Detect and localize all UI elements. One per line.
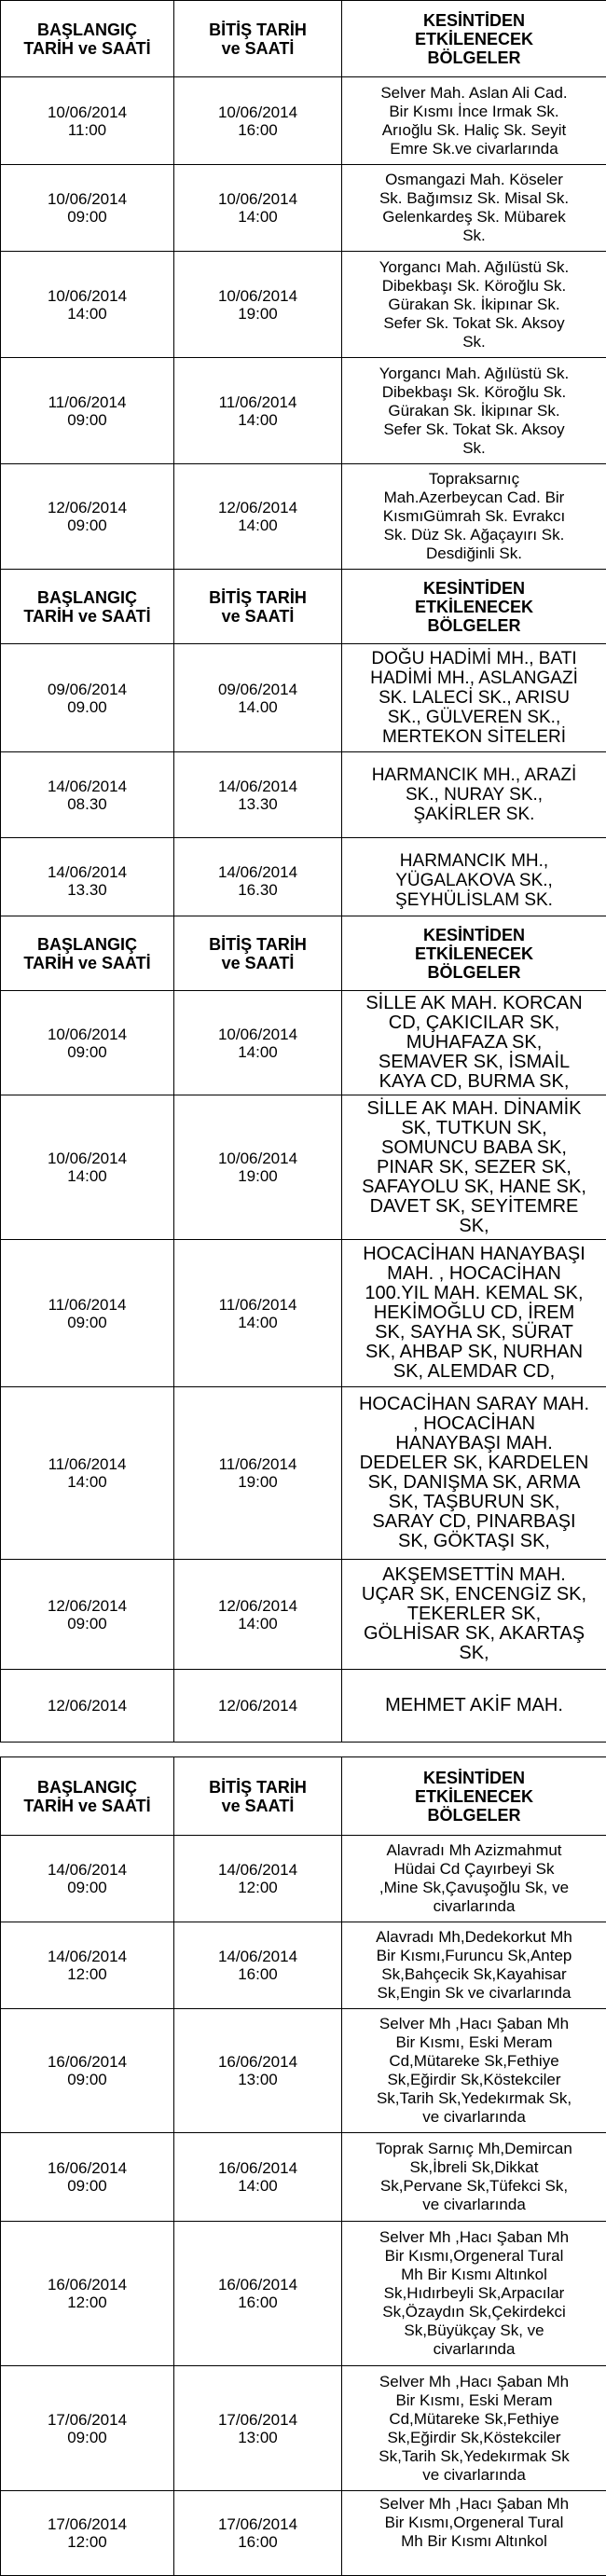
- end-cell: 11/06/2014 19:00: [174, 1387, 342, 1560]
- start-cell: 16/06/2014 12:00: [1, 2222, 174, 2366]
- header-start: BAŞLANGIÇ TARİH ve SAATİ: [1, 570, 174, 644]
- area-cell: Yorgancı Mah. Ağılüstü Sk. Dibekbaşı Sk. Köroğlu Sk. Gürakan Sk. İkipınar Sk. Sefer Sk. Tokat Sk. Aksoy Sk.: [342, 252, 606, 358]
- table-row: [1, 464, 606, 570]
- area-cell: DOĞU HADİMİ MH., BATI HADİMİ MH., ASLANGAZİ SK. LALECİ SK., ARISU SK., GÜLVEREN SK., MERTEKON SİTELERİ: [342, 644, 606, 752]
- end-cell: 16/06/2014 14:00: [174, 2133, 342, 2222]
- table-row: [1, 991, 606, 1095]
- area-cell: HOCACİHAN HANAYBAŞI MAH. , HOCACİHAN 100.YIL MAH. KEMAL SK, HEKİMOĞLU CD, İREM SK, SAYHA SK, SÜRAT SK, AHBAP SK, NURHAN SK, ALEMDAR CD,: [342, 1240, 606, 1387]
- table-header-row: [1, 1, 606, 77]
- header-end: BİTİŞ TARİH ve SAATİ: [174, 570, 342, 644]
- area-cell: HARMANCIK MH., YÜGALAKOVA SK., ŞEYHÜLİSLAM SK.: [342, 838, 606, 924]
- start-cell: 16/06/2014 09:00: [1, 2009, 174, 2133]
- table-row: [1, 752, 606, 838]
- table-row: [1, 838, 606, 924]
- area-cell: HARMANCIK MH., ARAZİ SK., NURAY SK., ŞAKİRLER SK.: [342, 752, 606, 838]
- header-area: KESİNTİDEN ETKİLENECEK BÖLGELER: [342, 916, 606, 991]
- area-cell: Topraksarnıç Mah.Azerbeycan Cad. Bir KısmıGümrah Sk. Evrakcı Sk. Düz Sk. Ağaçayırı Sk. Desdiğinli Sk.: [342, 464, 606, 570]
- start-cell: 10/06/2014 09:00: [1, 165, 174, 252]
- end-cell: 16/06/2014 16:00: [174, 2222, 342, 2366]
- end-cell: 12/06/2014 14:00: [174, 1560, 342, 1670]
- start-cell: 12/06/2014 09:00: [1, 1560, 174, 1670]
- header-end: BİTİŞ TARİH ve SAATİ: [174, 916, 342, 991]
- outage-table-4: [0, 1756, 606, 2576]
- start-cell: 11/06/2014 09:00: [1, 358, 174, 464]
- area-cell: Osmangazi Mah. Köseler Sk. Bağımsız Sk. Misal Sk. Gelenkardeş Sk. Mübarek Sk.: [342, 165, 606, 252]
- table-row: [1, 358, 606, 464]
- end-cell: 12/06/2014 14:00: [174, 464, 342, 570]
- table-row: [1, 1670, 606, 1743]
- start-cell: 12/06/2014 09:00: [1, 464, 174, 570]
- table-row: [1, 77, 606, 165]
- outage-table-2: [0, 569, 606, 924]
- table-row: [1, 1922, 606, 2009]
- start-cell: 10/06/2014 09:00: [1, 991, 174, 1095]
- header-start: BAŞLANGIÇ TARİH ve SAATİ: [1, 1757, 174, 1836]
- table-row: [1, 644, 606, 752]
- header-end: BİTİŞ TARİH ve SAATİ: [174, 1757, 342, 1836]
- area-cell: Alavradı Mh Azizmahmut Hüdai Cd Çayırbeyi Sk ,Mine Sk,Çavuşoğlu Sk, ve civarlarında: [342, 1836, 606, 1922]
- end-cell: 10/06/2014 14:00: [174, 991, 342, 1095]
- area-cell: Alavradı Mh,Dedekorkut Mh Bir Kısmı,Furuncu Sk,Antep Sk,Bahçecik Sk,Kayahisar Sk,Engin Sk ve civarlarında: [342, 1922, 606, 2009]
- area-cell: Yorgancı Mah. Ağılüstü Sk. Dibekbaşı Sk. Köroğlu Sk. Gürakan Sk. İkipınar Sk. Sefer Sk. Tokat Sk. Aksoy Sk.: [342, 358, 606, 464]
- end-cell: 14/06/2014 16.30: [174, 838, 342, 924]
- area-cell: Selver Mh ,Hacı Şaban Mh Bir Kısmı, Eski Meram Cd,Mütareke Sk,Fethiye Sk,Eğirdir Sk,Köstekciler Sk,Tarih Sk,Yedekırmak Sk, ve civarlarında: [342, 2009, 606, 2133]
- end-cell: 10/06/2014 16:00: [174, 77, 342, 165]
- start-cell: 14/06/2014 13.30: [1, 838, 174, 924]
- table-row: [1, 2009, 606, 2133]
- area-cell: SİLLE AK MAH. KORCAN CD, ÇAKICILAR SK, MUHAFAZA SK, SEMAVER SK, İSMAİL KAYA CD, BURMA SK,: [342, 991, 606, 1095]
- end-cell: 10/06/2014 14:00: [174, 165, 342, 252]
- area-cell: Toprak Sarnıç Mh,Demircan Sk,İbreli Sk,Dikkat Sk,Pervane Sk,Tüfekci Sk, ve civarlarında: [342, 2133, 606, 2222]
- table-row: [1, 252, 606, 358]
- end-cell: 11/06/2014 14:00: [174, 1240, 342, 1387]
- end-cell: 11/06/2014 14:00: [174, 358, 342, 464]
- area-cell: Selver Mh ,Hacı Şaban Mh Bir Kısmı, Eski Meram Cd,Mütareke Sk,Fethiye Sk,Eğirdir Sk,Köstekciler Sk,Tarih Sk,Yedekırmak Sk ve civarlarında: [342, 2366, 606, 2491]
- header-start: BAŞLANGIÇ TARİH ve SAATİ: [1, 916, 174, 991]
- table-header-row: [1, 570, 606, 644]
- start-cell: 17/06/2014 12:00: [1, 2491, 174, 2576]
- area-cell: AKŞEMSETTİN MAH. UÇAR SK, ENCENGİZ SK, TEKERLER SK, GÖLHİSAR SK, AKARTAŞ SK,: [342, 1560, 606, 1670]
- table-row: [1, 2133, 606, 2222]
- area-cell: SİLLE AK MAH. DİNAMİK SK, TUTKUN SK, SOMUNCU BABA SK, PINAR SK, SEZER SK, SAFAYOLU SK, HANE SK, DAVET SK, SEYİTEMRE SK,: [342, 1095, 606, 1240]
- end-cell: 10/06/2014 19:00: [174, 252, 342, 358]
- header-start: BAŞLANGIÇ TARİH ve SAATİ: [1, 1, 174, 77]
- end-cell: 14/06/2014 16:00: [174, 1922, 342, 2009]
- table-row: [1, 2491, 606, 2576]
- start-cell: 11/06/2014 14:00: [1, 1387, 174, 1560]
- start-cell: 12/06/2014: [1, 1670, 174, 1743]
- header-area: KESİNTİDEN ETKİLENECEK BÖLGELER: [342, 1757, 606, 1836]
- start-cell: 10/06/2014 14:00: [1, 252, 174, 358]
- start-cell: 14/06/2014 08.30: [1, 752, 174, 838]
- table-row: [1, 1387, 606, 1560]
- area-cell: Selver Mh ,Hacı Şaban Mh Bir Kısmı,Orgeneral Tural Mh Bir Kısmı Altınkol: [342, 2491, 606, 2576]
- end-cell: 09/06/2014 14.00: [174, 644, 342, 752]
- end-cell: 14/06/2014 13.30: [174, 752, 342, 838]
- table-row: [1, 2366, 606, 2491]
- end-cell: 16/06/2014 13:00: [174, 2009, 342, 2133]
- area-cell: Selver Mh ,Hacı Şaban Mh Bir Kısmı,Orgeneral Tural Mh Bir Kısmı Altınkol Sk,Hıdırbeyli Sk,Arpacılar Sk,Özaydın Sk,Çekirdekci Sk,Büyükçay Sk, ve civarlarında: [342, 2222, 606, 2366]
- start-cell: 16/06/2014 09:00: [1, 2133, 174, 2222]
- end-cell: 17/06/2014 13:00: [174, 2366, 342, 2491]
- table-header-row: [1, 1757, 606, 1836]
- start-cell: 14/06/2014 12:00: [1, 1922, 174, 2009]
- end-cell: 12/06/2014: [174, 1670, 342, 1743]
- start-cell: 09/06/2014 09.00: [1, 644, 174, 752]
- table-row: [1, 1095, 606, 1240]
- start-cell: 14/06/2014 09:00: [1, 1836, 174, 1922]
- header-area: KESİNTİDEN ETKİLENECEK BÖLGELER: [342, 1, 606, 77]
- end-cell: 17/06/2014 16:00: [174, 2491, 342, 2576]
- table-row: [1, 2222, 606, 2366]
- end-cell: 14/06/2014 12:00: [174, 1836, 342, 1922]
- start-cell: 17/06/2014 09:00: [1, 2366, 174, 2491]
- outage-table-1: [0, 0, 606, 570]
- table-row: [1, 1560, 606, 1670]
- area-cell: Selver Mah. Aslan Ali Cad. Bir Kısmı İnce Irmak Sk. Arıoğlu Sk. Haliç Sk. Seyit Emre Sk.ve civarlarında: [342, 77, 606, 165]
- start-cell: 10/06/2014 11:00: [1, 77, 174, 165]
- end-cell: 10/06/2014 19:00: [174, 1095, 342, 1240]
- table-row: [1, 165, 606, 252]
- header-area: KESİNTİDEN ETKİLENECEK BÖLGELER: [342, 570, 606, 644]
- table-header-row: [1, 916, 606, 991]
- area-cell: HOCACİHAN SARAY MAH. , HOCACİHAN HANAYBAŞI MAH. DEDELER SK, KARDELEN SK, DANIŞMA SK, ARMA SK, TAŞBURUN SK, SARAY CD, PINARBAŞI SK, GÖKTAŞI SK,: [342, 1387, 606, 1560]
- table-row: [1, 1240, 606, 1387]
- area-cell: MEHMET AKİF MAH.: [342, 1670, 606, 1743]
- header-end: BİTİŞ TARİH ve SAATİ: [174, 1, 342, 77]
- table-row: [1, 1836, 606, 1922]
- outage-table-3: [0, 916, 606, 1743]
- start-cell: 11/06/2014 09:00: [1, 1240, 174, 1387]
- start-cell: 10/06/2014 14:00: [1, 1095, 174, 1240]
